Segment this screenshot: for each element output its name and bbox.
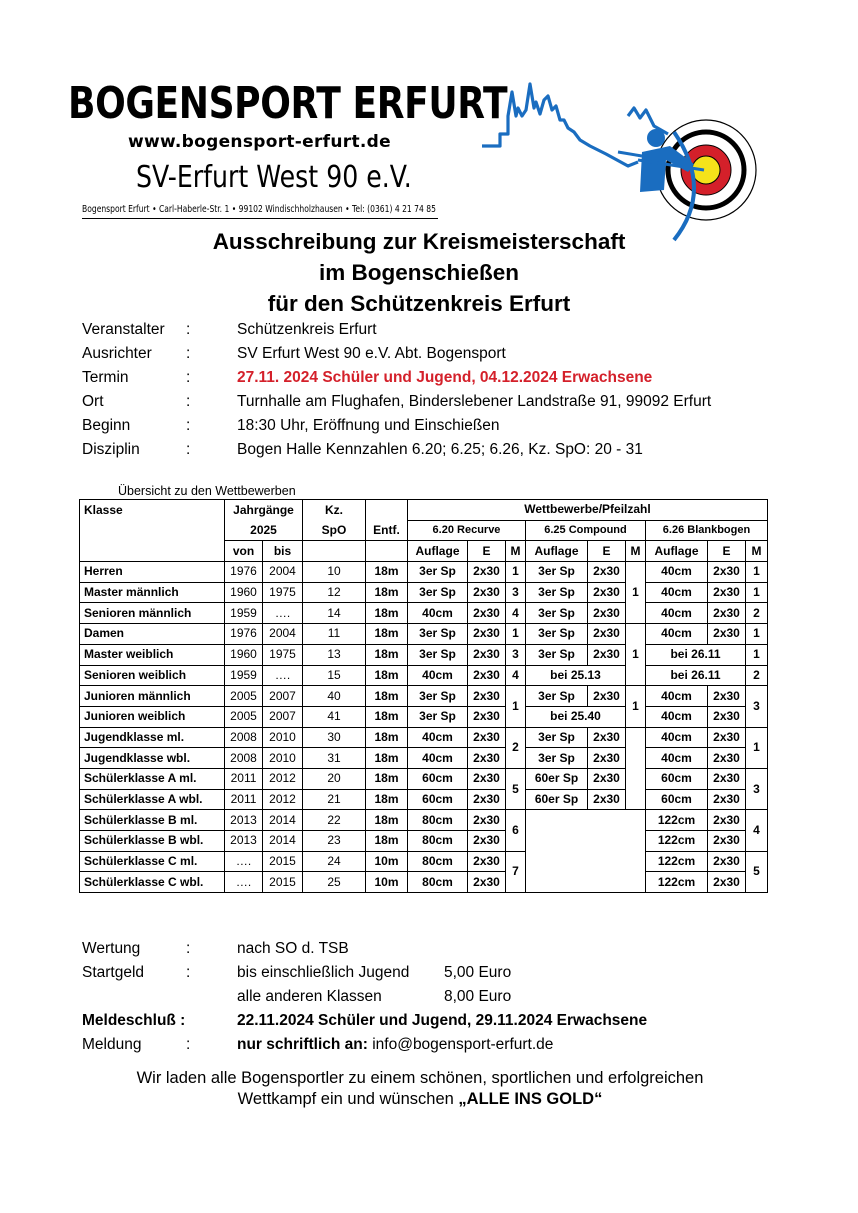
closing-line-2-text: Wettkampf ein und wünschen xyxy=(237,1090,459,1108)
cell-e: 2x30 xyxy=(588,748,626,769)
cell-auflage: 122cm xyxy=(646,831,708,852)
cell-e: 2x30 xyxy=(588,789,626,810)
header-m: M xyxy=(506,541,526,562)
info-sep: : xyxy=(186,321,191,338)
cell-bis: 2015 xyxy=(263,872,303,893)
cell-e: 2x30 xyxy=(468,624,506,645)
meldeschluss-row xyxy=(82,1009,802,1033)
header-compound: 6.25 Compound xyxy=(526,520,646,541)
document-title xyxy=(80,226,758,319)
cell-entf: 18m xyxy=(366,810,408,831)
compound-empty-block xyxy=(526,810,646,893)
cell-entf: 18m xyxy=(366,624,408,645)
cell-m: 4 xyxy=(746,810,768,851)
table-row xyxy=(80,748,768,769)
table-row xyxy=(80,562,768,583)
cell-von: 2008 xyxy=(225,727,263,748)
header-empty xyxy=(80,520,225,541)
cell-e: 2x30 xyxy=(708,831,746,852)
cell-klasse: Master weiblich xyxy=(80,644,225,665)
table-row xyxy=(80,810,768,831)
cell-kz: 41 xyxy=(303,706,366,727)
table-row xyxy=(80,789,768,810)
cell-auflage: 40cm xyxy=(408,603,468,624)
info-value: Schützenkreis Erfurt xyxy=(237,321,377,338)
header-kz: Kz. xyxy=(303,500,366,521)
header-entf: Entf. xyxy=(366,520,408,541)
cell-bis: 2010 xyxy=(263,748,303,769)
header-spo: SpO xyxy=(303,520,366,541)
title-line-3: für den Schützenkreis Erfurt xyxy=(267,291,571,316)
cell-bis: 2012 xyxy=(263,768,303,789)
cell-bis: …. xyxy=(263,603,303,624)
startgeld-andere: alle anderen Klassen xyxy=(237,988,382,1005)
cell-auflage: 3er Sp xyxy=(526,748,588,769)
cell-e: 2x30 xyxy=(588,727,626,748)
cell-auflage: 40cm xyxy=(408,727,468,748)
cell-bis: 2012 xyxy=(263,789,303,810)
cell-m: 3 xyxy=(746,686,768,727)
cell-auflage: 3er Sp xyxy=(526,644,588,665)
info-value: 27.11. 2024 Schüler und Jugend, 04.12.2024 Erwachsene xyxy=(237,369,653,386)
cell-entf: 10m xyxy=(366,851,408,872)
cell-von: …. xyxy=(225,872,263,893)
cell-kz: 31 xyxy=(303,748,366,769)
header-e: E xyxy=(468,541,506,562)
cell-auflage: 60cm xyxy=(408,768,468,789)
cell-auflage: 80cm xyxy=(408,831,468,852)
wertung-row xyxy=(82,937,802,961)
info-sep: : xyxy=(186,369,191,386)
cell-e: 2x30 xyxy=(468,789,506,810)
cell-m: 5 xyxy=(506,768,526,809)
cell-kz: 13 xyxy=(303,644,366,665)
cell-auflage: 60cm xyxy=(646,789,708,810)
cell-m: 2 xyxy=(506,727,526,768)
competition-table xyxy=(79,499,768,893)
cell-e: 2x30 xyxy=(708,727,746,748)
cell-kz: 20 xyxy=(303,768,366,789)
header-e: E xyxy=(588,541,626,562)
cell-e: 2x30 xyxy=(468,603,506,624)
info-sep: : xyxy=(186,345,191,362)
cell-m: 1 xyxy=(506,624,526,645)
cell-von: 2013 xyxy=(225,810,263,831)
header-empty xyxy=(80,541,225,562)
cell-auflage: 40cm xyxy=(646,686,708,707)
cell-e: 2x30 xyxy=(468,831,506,852)
cell-auflage: 3er Sp xyxy=(526,686,588,707)
cell-bis: 2010 xyxy=(263,727,303,748)
header-bis: bis xyxy=(263,541,303,562)
cell-entf: 18m xyxy=(366,686,408,707)
cell-e: 2x30 xyxy=(588,624,626,645)
cell-kz: 22 xyxy=(303,810,366,831)
header-jahrgaenge: Jahrgänge xyxy=(225,500,303,521)
cell-auflage: 3er Sp xyxy=(526,624,588,645)
cell-von: …. xyxy=(225,851,263,872)
cell-auflage: 40cm xyxy=(646,582,708,603)
cell-kz: 11 xyxy=(303,624,366,645)
info-value: Turnhalle am Flughafen, Binderslebener Landstraße 91, 99092 Erfurt xyxy=(237,393,712,410)
cell-e: 2x30 xyxy=(708,789,746,810)
cell-von: 1959 xyxy=(225,603,263,624)
meldung-row xyxy=(82,1033,802,1057)
cell-m: 1 xyxy=(626,686,646,727)
title-line-2: im Bogenschießen xyxy=(318,260,520,285)
header-m: M xyxy=(626,541,646,562)
info-row-veranstalter xyxy=(82,318,782,342)
cell-e: 2x30 xyxy=(708,872,746,893)
cell-bis: 2015 xyxy=(263,851,303,872)
cell-auflage: 80cm xyxy=(408,851,468,872)
info-label: Ort xyxy=(82,393,104,410)
cell-bis: 1975 xyxy=(263,644,303,665)
cell-bis: 2007 xyxy=(263,686,303,707)
cell-entf: 18m xyxy=(366,665,408,686)
header-wettbewerbe: Wettbewerbe/Pfeilzahl xyxy=(408,500,768,521)
info-row-termin xyxy=(82,366,782,390)
cell-klasse: Herren xyxy=(80,562,225,583)
cell-m: 1 xyxy=(746,727,768,768)
cell-auflage: 3er Sp xyxy=(408,686,468,707)
cell-klasse: Senioren männlich xyxy=(80,603,225,624)
cell-bei: bei 26.11 xyxy=(646,644,746,665)
table-row xyxy=(80,603,768,624)
closing-slogan: „ALLE INS GOLD“ xyxy=(458,1090,603,1108)
cell-auflage: 40cm xyxy=(408,748,468,769)
startgeld-row xyxy=(82,961,802,985)
cell-bis: 2014 xyxy=(263,831,303,852)
cell-auflage: 40cm xyxy=(646,748,708,769)
closing-text xyxy=(60,1068,780,1110)
cell-von: 1959 xyxy=(225,665,263,686)
cell-entf: 18m xyxy=(366,582,408,603)
cell-entf: 18m xyxy=(366,831,408,852)
info-row-ausrichter xyxy=(82,342,782,366)
cell-m: 1 xyxy=(506,562,526,583)
cell-e: 2x30 xyxy=(708,706,746,727)
cell-auflage: 3er Sp xyxy=(408,562,468,583)
cell-e: 2x30 xyxy=(708,562,746,583)
cell-m: 3 xyxy=(506,644,526,665)
info-sep: : xyxy=(186,940,191,957)
cell-e: 2x30 xyxy=(708,810,746,831)
club-address: Bogensport Erfurt • Carl-Haberle-Str. 1 • 99102 Windischholzhausen • Tel: (0361) 4 21 74 85 xyxy=(82,204,436,215)
title-line-1: Ausschreibung zur Kreismeisterschaft xyxy=(212,229,626,254)
info-sep: : xyxy=(186,393,191,410)
cell-bis: 2004 xyxy=(263,562,303,583)
cell-auflage: 3er Sp xyxy=(526,562,588,583)
brand-url: www.bogensport-erfurt.de xyxy=(128,132,391,152)
info-sep: : xyxy=(186,441,191,458)
cell-bei: bei 25.13 xyxy=(526,665,626,686)
cell-von: 2011 xyxy=(225,789,263,810)
cell-m: 1 xyxy=(746,624,768,645)
cell-klasse: Junioren männlich xyxy=(80,686,225,707)
cell-m: 1 xyxy=(746,644,768,665)
cell-von: 1960 xyxy=(225,644,263,665)
cell-e: 2x30 xyxy=(708,851,746,872)
cell-von: 1976 xyxy=(225,624,263,645)
closing-line-1: Wir laden alle Bogensportler zu einem schönen, sportlichen und erfolgreichen xyxy=(136,1069,704,1087)
cell-e: 2x30 xyxy=(708,624,746,645)
cell-e: 2x30 xyxy=(588,603,626,624)
cell-e: 2x30 xyxy=(588,562,626,583)
meldung-label: Meldung xyxy=(82,1036,142,1053)
table-row xyxy=(80,582,768,603)
cell-e: 2x30 xyxy=(708,748,746,769)
archer-target-skyline-logo xyxy=(478,80,768,250)
meldeschluss-value: 22.11.2024 Schüler und Jugend, 29.11.2024 Erwachsene xyxy=(237,1012,648,1029)
cell-klasse: Jugendklasse wbl. xyxy=(80,748,225,769)
cell-e: 2x30 xyxy=(468,686,506,707)
header-e: E xyxy=(708,541,746,562)
startgeld-label: Startgeld xyxy=(82,964,145,981)
cell-kz: 23 xyxy=(303,831,366,852)
table-row xyxy=(80,872,768,893)
cell-von: 2013 xyxy=(225,831,263,852)
cell-klasse: Damen xyxy=(80,624,225,645)
cell-auflage: 40cm xyxy=(646,706,708,727)
cell-auflage: 60er Sp xyxy=(526,768,588,789)
cell-klasse: Schülerklasse C ml. xyxy=(80,851,225,872)
cell-von: 2005 xyxy=(225,686,263,707)
cell-klasse: Junioren weiblich xyxy=(80,706,225,727)
cell-e: 2x30 xyxy=(468,665,506,686)
cell-auflage: 3er Sp xyxy=(526,727,588,748)
cell-auflage: 3er Sp xyxy=(408,624,468,645)
header-recurve: 6.20 Recurve xyxy=(408,520,526,541)
table-row xyxy=(80,727,768,748)
cell-bis: 2014 xyxy=(263,810,303,831)
cell-klasse: Jugendklasse ml. xyxy=(80,727,225,748)
cell-e: 2x30 xyxy=(468,582,506,603)
cell-m: 4 xyxy=(506,665,526,686)
cell-e: 2x30 xyxy=(588,768,626,789)
cell-m: 1 xyxy=(506,686,526,727)
table-row xyxy=(80,706,768,727)
table-row xyxy=(80,624,768,645)
info-row-disziplin xyxy=(82,438,782,462)
meldeschluss-label: Meldeschluß : xyxy=(82,1012,186,1029)
table-caption: Übersicht zu den Wettbewerben xyxy=(118,484,296,498)
cell-e: 2x30 xyxy=(588,686,626,707)
cell-auflage: 60er Sp xyxy=(526,789,588,810)
header-auflage: Auflage xyxy=(646,541,708,562)
info-value: Bogen Halle Kennzahlen 6.20; 6.25; 6.26, Kz. SpO: 20 - 31 xyxy=(237,441,643,458)
cell-e: 2x30 xyxy=(708,603,746,624)
cell-klasse: Senioren weiblich xyxy=(80,665,225,686)
cell-entf: 18m xyxy=(366,727,408,748)
info-label: Beginn xyxy=(82,417,131,434)
cell-e: 2x30 xyxy=(468,851,506,872)
info-sep: : xyxy=(186,1036,191,1053)
table-row xyxy=(80,768,768,789)
cell-kz: 21 xyxy=(303,789,366,810)
cell-bis: 2007 xyxy=(263,706,303,727)
cell-kz: 25 xyxy=(303,872,366,893)
info-value: SV Erfurt West 90 e.V. Abt. Bogensport xyxy=(237,345,506,362)
cell-von: 1960 xyxy=(225,582,263,603)
cell-klasse: Master männlich xyxy=(80,582,225,603)
cell-kz: 30 xyxy=(303,727,366,748)
cell-entf: 18m xyxy=(366,562,408,583)
info-label: Termin xyxy=(82,369,129,386)
cell-auflage: 3er Sp xyxy=(526,603,588,624)
cell-m: 6 xyxy=(506,810,526,851)
cell-e: 2x30 xyxy=(468,706,506,727)
cell-kz: 15 xyxy=(303,665,366,686)
cell-m: 3 xyxy=(506,582,526,603)
closing-line-2 xyxy=(60,1089,780,1110)
header-empty xyxy=(366,541,408,562)
cell-klasse: Schülerklasse C wbl. xyxy=(80,872,225,893)
cell-bis: …. xyxy=(263,665,303,686)
info-sep: : xyxy=(186,417,191,434)
cell-auflage: 80cm xyxy=(408,810,468,831)
header-klasse: Klasse xyxy=(80,500,225,521)
cell-e: 2x30 xyxy=(708,686,746,707)
cell-m: 1 xyxy=(626,624,646,686)
cell-e: 2x30 xyxy=(468,748,506,769)
info-label: Ausrichter xyxy=(82,345,152,362)
cell-m: 3 xyxy=(746,768,768,809)
cell-e: 2x30 xyxy=(588,644,626,665)
cell-klasse: Schülerklasse A ml. xyxy=(80,768,225,789)
table-row xyxy=(80,665,768,686)
cell-von: 2008 xyxy=(225,748,263,769)
cell-kz: 10 xyxy=(303,562,366,583)
cell-entf: 18m xyxy=(366,768,408,789)
startgeld-jugend: bis einschließlich Jugend xyxy=(237,964,410,981)
info-label: Disziplin xyxy=(82,441,140,458)
cell-m: 7 xyxy=(506,851,526,892)
cell-e: 2x30 xyxy=(708,582,746,603)
header-jahr: 2025 xyxy=(225,520,303,541)
header-empty xyxy=(303,541,366,562)
wertung-label: Wertung xyxy=(82,940,141,957)
cell-entf: 10m xyxy=(366,872,408,893)
table-row xyxy=(80,831,768,852)
cell-kz: 40 xyxy=(303,686,366,707)
cell-entf: 18m xyxy=(366,644,408,665)
cell-bis: 1975 xyxy=(263,582,303,603)
cell-auflage: 40cm xyxy=(646,727,708,748)
cell-m: 2 xyxy=(746,665,768,686)
cell-auflage: 80cm xyxy=(408,872,468,893)
cell-e: 2x30 xyxy=(468,810,506,831)
info-row-beginn xyxy=(82,414,782,438)
meldung-note: nur schriftlich an: xyxy=(237,1036,368,1053)
info-value: 18:30 Uhr, Eröffnung und Einschießen xyxy=(237,417,500,434)
club-name: SV-Erfurt West 90 e.V. xyxy=(136,160,412,195)
header-von: von xyxy=(225,541,263,562)
cell-entf: 18m xyxy=(366,706,408,727)
cell-auflage: 40cm xyxy=(646,603,708,624)
cell-bei: bei 25.40 xyxy=(526,706,626,727)
info-row-ort xyxy=(82,390,782,414)
cell-auflage: 3er Sp xyxy=(408,706,468,727)
cell-e: 2x30 xyxy=(468,872,506,893)
header-m: M xyxy=(746,541,768,562)
cell-m: 1 xyxy=(746,562,768,583)
cell-klasse: Schülerklasse A wbl. xyxy=(80,789,225,810)
table-row xyxy=(80,851,768,872)
cell-auflage: 3er Sp xyxy=(408,644,468,665)
cell-von: 2005 xyxy=(225,706,263,727)
table-row xyxy=(80,686,768,707)
cell-e: 2x30 xyxy=(468,727,506,748)
wertung-value: nach SO d. TSB xyxy=(237,940,349,957)
header-auflage: Auflage xyxy=(408,541,468,562)
cell-auflage: 3er Sp xyxy=(526,582,588,603)
cell-kz: 24 xyxy=(303,851,366,872)
header-divider xyxy=(82,218,438,219)
cell-m: 1 xyxy=(626,562,646,624)
cell-e: 2x30 xyxy=(468,644,506,665)
cell-entf: 18m xyxy=(366,789,408,810)
cell-von: 2011 xyxy=(225,768,263,789)
cell-auflage: 3er Sp xyxy=(408,582,468,603)
cell-klasse: Schülerklasse B wbl. xyxy=(80,831,225,852)
cell-e: 2x30 xyxy=(708,768,746,789)
cell-auflage: 122cm xyxy=(646,851,708,872)
info-sep: : xyxy=(186,964,191,981)
cell-bis: 2004 xyxy=(263,624,303,645)
cell-m-empty xyxy=(626,727,646,810)
meldung-email[interactable]: info@bogensport-erfurt.de xyxy=(367,1036,554,1053)
table-row xyxy=(80,644,768,665)
cell-m: 1 xyxy=(746,582,768,603)
cell-m: 2 xyxy=(746,603,768,624)
cell-entf: 18m xyxy=(366,748,408,769)
cell-auflage: 40cm xyxy=(646,562,708,583)
header-auflage: Auflage xyxy=(526,541,588,562)
startgeld-row-2 xyxy=(82,985,802,1009)
header-empty xyxy=(366,500,408,521)
cell-kz: 14 xyxy=(303,603,366,624)
cell-klasse: Schülerklasse B ml. xyxy=(80,810,225,831)
cell-auflage: 40cm xyxy=(646,624,708,645)
cell-auflage: 60cm xyxy=(408,789,468,810)
cell-auflage: 122cm xyxy=(646,810,708,831)
cell-entf: 18m xyxy=(366,603,408,624)
cell-auflage: 40cm xyxy=(408,665,468,686)
cell-m: 4 xyxy=(506,603,526,624)
startgeld-andere-amount: 8,00 Euro xyxy=(444,988,512,1005)
cell-von: 1976 xyxy=(225,562,263,583)
cell-e: 2x30 xyxy=(588,582,626,603)
cell-auflage: 122cm xyxy=(646,872,708,893)
cell-kz: 12 xyxy=(303,582,366,603)
info-label: Veranstalter xyxy=(82,321,165,338)
cell-e: 2x30 xyxy=(468,768,506,789)
cell-auflage: 60cm xyxy=(646,768,708,789)
startgeld-jugend-amount: 5,00 Euro xyxy=(444,964,512,981)
cell-m: 5 xyxy=(746,851,768,892)
cell-e: 2x30 xyxy=(468,562,506,583)
cell-bei: bei 26.11 xyxy=(646,665,746,686)
brand-title: BOGENSPORT ERFURT xyxy=(68,78,508,129)
header-blankbogen: 6.26 Blankbogen xyxy=(646,520,768,541)
